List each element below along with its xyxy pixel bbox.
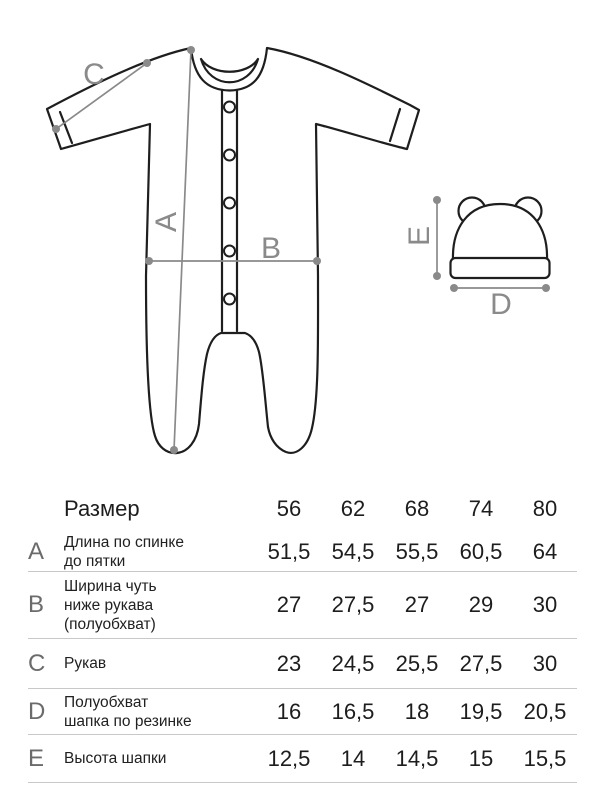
dot-icon bbox=[145, 257, 153, 265]
label-c: C bbox=[83, 58, 105, 91]
size-value: 19,5 bbox=[459, 698, 503, 724]
size-value: 25,5 bbox=[395, 650, 439, 676]
collar-crescent bbox=[201, 59, 258, 82]
size-value: 30 bbox=[532, 650, 558, 676]
row-label-line: ниже рукава bbox=[64, 596, 154, 614]
size-value: 23 bbox=[276, 650, 302, 676]
size-value: 64 bbox=[532, 538, 558, 564]
size-value: 30 bbox=[532, 592, 558, 617]
dot-icon bbox=[187, 46, 195, 54]
row-label-line: Высота шапки bbox=[64, 750, 167, 767]
snap-button-icon bbox=[224, 198, 235, 209]
size-column-header: 68 bbox=[404, 495, 430, 521]
size-value: 29 bbox=[468, 592, 494, 617]
snap-button-icon bbox=[224, 294, 235, 305]
table-row-d bbox=[28, 689, 577, 735]
row-label bbox=[64, 693, 257, 731]
row-label bbox=[64, 654, 257, 673]
size-value: 24,5 bbox=[331, 650, 375, 676]
row-label bbox=[64, 533, 257, 571]
size-column-header: 62 bbox=[340, 495, 366, 521]
size-column-header: 74 bbox=[468, 495, 494, 521]
size-value: 51,5 bbox=[267, 538, 311, 564]
row-letter: D bbox=[28, 697, 46, 725]
row-letter: C bbox=[28, 649, 46, 677]
row-letter: E bbox=[28, 744, 45, 772]
row-label-line: Полуобхват bbox=[64, 693, 149, 711]
snap-button-icon bbox=[224, 150, 235, 161]
dot-icon bbox=[450, 284, 458, 292]
label-a: A bbox=[150, 211, 183, 233]
snap-button-icon bbox=[224, 102, 235, 113]
size-value: 16 bbox=[276, 698, 302, 724]
size-value: 14,5 bbox=[395, 745, 439, 771]
row-letter: B bbox=[28, 591, 45, 618]
size-value: 12,5 bbox=[267, 745, 311, 771]
dot-icon bbox=[542, 284, 550, 292]
romper-drawing bbox=[47, 48, 419, 453]
table-row-e bbox=[28, 735, 577, 783]
size-value: 14 bbox=[340, 745, 366, 771]
size-value: 27 bbox=[276, 592, 302, 617]
dot-icon bbox=[143, 59, 151, 67]
size-value: 15,5 bbox=[523, 745, 567, 771]
dot-icon bbox=[170, 446, 178, 454]
size-value: 15 bbox=[468, 745, 494, 771]
size-column-header: 56 bbox=[276, 495, 302, 521]
label-e: E bbox=[403, 225, 436, 247]
label-d: D bbox=[490, 288, 512, 321]
table-row-c bbox=[28, 639, 577, 689]
hat-brim bbox=[451, 258, 550, 278]
dot-icon bbox=[52, 125, 60, 133]
row-label-line: Длина по спинке bbox=[64, 533, 184, 551]
row-label-line: Ширина чуть bbox=[64, 577, 157, 595]
size-value: 27 bbox=[404, 592, 430, 617]
size-value: 16,5 bbox=[331, 698, 375, 724]
size-table bbox=[0, 485, 600, 783]
size-value: 55,5 bbox=[395, 538, 439, 564]
hat-drawing bbox=[451, 198, 550, 279]
dot-icon bbox=[313, 257, 321, 265]
label-b: B bbox=[260, 232, 282, 265]
table-row-b bbox=[28, 572, 577, 639]
snap-button-icon bbox=[224, 246, 235, 257]
size-column-header: 80 bbox=[532, 495, 558, 521]
size-value: 60,5 bbox=[459, 538, 503, 564]
row-label-line: (полуобхват) bbox=[64, 615, 156, 633]
size-value: 27,5 bbox=[331, 592, 375, 617]
row-label bbox=[64, 577, 257, 634]
row-letter: A bbox=[28, 537, 45, 565]
row-label-line: до пятки bbox=[64, 552, 126, 570]
row-label bbox=[64, 749, 257, 768]
dot-icon bbox=[433, 272, 441, 280]
table-row-a bbox=[28, 532, 577, 572]
size-value: 18 bbox=[404, 698, 430, 724]
size-header-title: Размер bbox=[64, 495, 140, 521]
dot-icon bbox=[433, 196, 441, 204]
size-value: 54,5 bbox=[331, 538, 375, 564]
row-label-line: Рукав bbox=[64, 655, 107, 672]
size-value: 27,5 bbox=[459, 650, 503, 676]
size-value: 20,5 bbox=[523, 698, 567, 724]
table-header-row bbox=[28, 485, 577, 532]
row-label-line: шапка по резинке bbox=[64, 712, 192, 730]
